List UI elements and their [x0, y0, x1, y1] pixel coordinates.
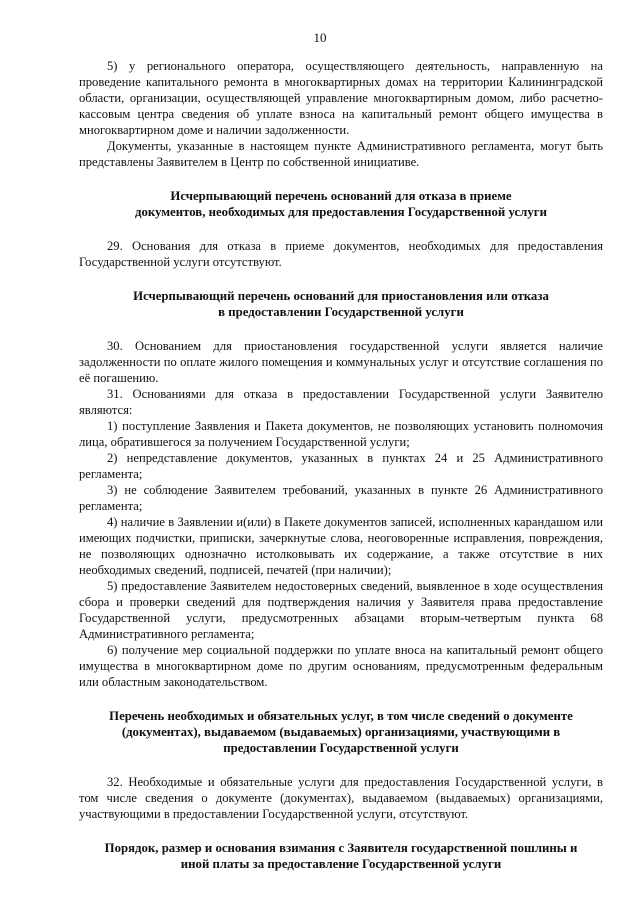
document-body — [79, 58, 603, 872]
paragraph-31-3: 3) не соблюдение Заявителем требований, указанных в пункте 26 Административного регламента; — [79, 483, 603, 513]
paragraph-item-5: 5) у регионального оператора, осуществляющего деятельность, направленную на проведение капитального ремонта в многоквартирных домах на территории Калининградской области, организации, осуществляющей управление многоквартирным домом, либо расчетно-кассовым центра сведения об уплате взноса на капитальный ремонт общего имущества в многоквартирном доме и наличии задолженности. — [79, 59, 603, 137]
paragraph-31-1: 1) поступление Заявления и Пакета документов, не позволяющих установить полномочия лица, обратившегося за получением Государственной услуги; — [79, 419, 603, 449]
heading-line: в предоставлении Государственной услуги — [218, 305, 464, 319]
heading-fees — [79, 840, 603, 872]
heading-required-services — [79, 708, 603, 756]
heading-line: Порядок, размер и основания взимания с Заявителя государственной пошлины и — [104, 841, 578, 855]
heading-line: Исчерпывающий перечень оснований для отказа в приеме — [170, 189, 512, 203]
paragraph-30: 30. Основанием для приостановления государственной услуги является наличие задолженности по оплате жилого помещения и коммунальных услуг и отсутствие соглашения по её погашению. — [79, 339, 603, 385]
heading-line: Перечень необходимых и обязательных услуг, в том числе сведений о документе — [109, 709, 573, 723]
paragraph-31-4: 4) наличие в Заявлении и(или) в Пакете документов записей, исполненных карандашом или имеющих подчистки, приписки, зачеркнутые слова, неоговоренные исправления, повреждения, не позволяющих однозначно истолковывать их содержание, а также отсутствие в них необходимых сведений, подписей, печатей (при наличии); — [79, 515, 603, 577]
paragraph-31: 31. Основаниями для отказа в предоставлении Государственной услуги Заявителю являются: — [79, 387, 603, 417]
heading-line: иной платы за предоставление Государственной услуги — [180, 857, 502, 871]
page-number: 10 — [313, 30, 327, 45]
heading-suspension-refusal — [79, 288, 603, 320]
heading-line: предоставлении Государственной услуги — [223, 741, 459, 755]
paragraph-documents-initiative: Документы, указанные в настоящем пункте Административного регламента, могут быть представлены Заявителем в Центр по собственной инициативе. — [79, 139, 603, 169]
paragraph-29: 29. Основания для отказа в приеме документов, необходимых для предоставления Государственной услуги отсутствуют. — [79, 239, 603, 269]
heading-line: Исчерпывающий перечень оснований для приостановления или отказа — [133, 289, 549, 303]
paragraph-31-5: 5) предоставление Заявителем недостоверных сведений, выявленное в ходе осуществления сбора и проверки сведений для подтверждения наличия у Заявителя права предоставление Государственной услуги, предусмотренных абзацами вторым-четвертым пункта 68 Административного регламента; — [79, 579, 603, 641]
paragraph-31-2: 2) непредставление документов, указанных в пунктах 24 и 25 Административного регламента; — [79, 451, 603, 481]
heading-refusal-acceptance — [79, 188, 603, 220]
paragraph-32: 32. Необходимые и обязательные услуги для предоставления Государственной услуги, в том числе сведения о документе (документах), выдаваемом (выдаваемых) организациями, участвующими в предоставлении Государственной услуги, отсутствуют. — [79, 775, 603, 821]
heading-line: документов, необходимых для предоставления Государственной услуги — [135, 205, 547, 219]
heading-line: (документах), выдаваемом (выдаваемых) организациями, участвующими в — [121, 725, 561, 739]
paragraph-31-6: 6) получение мер социальной поддержки по уплате вноса на капитальный ремонт общего имущества в многоквартирном доме по другим основаниям, предусмотренным федеральным или областным законодательством. — [79, 643, 603, 689]
